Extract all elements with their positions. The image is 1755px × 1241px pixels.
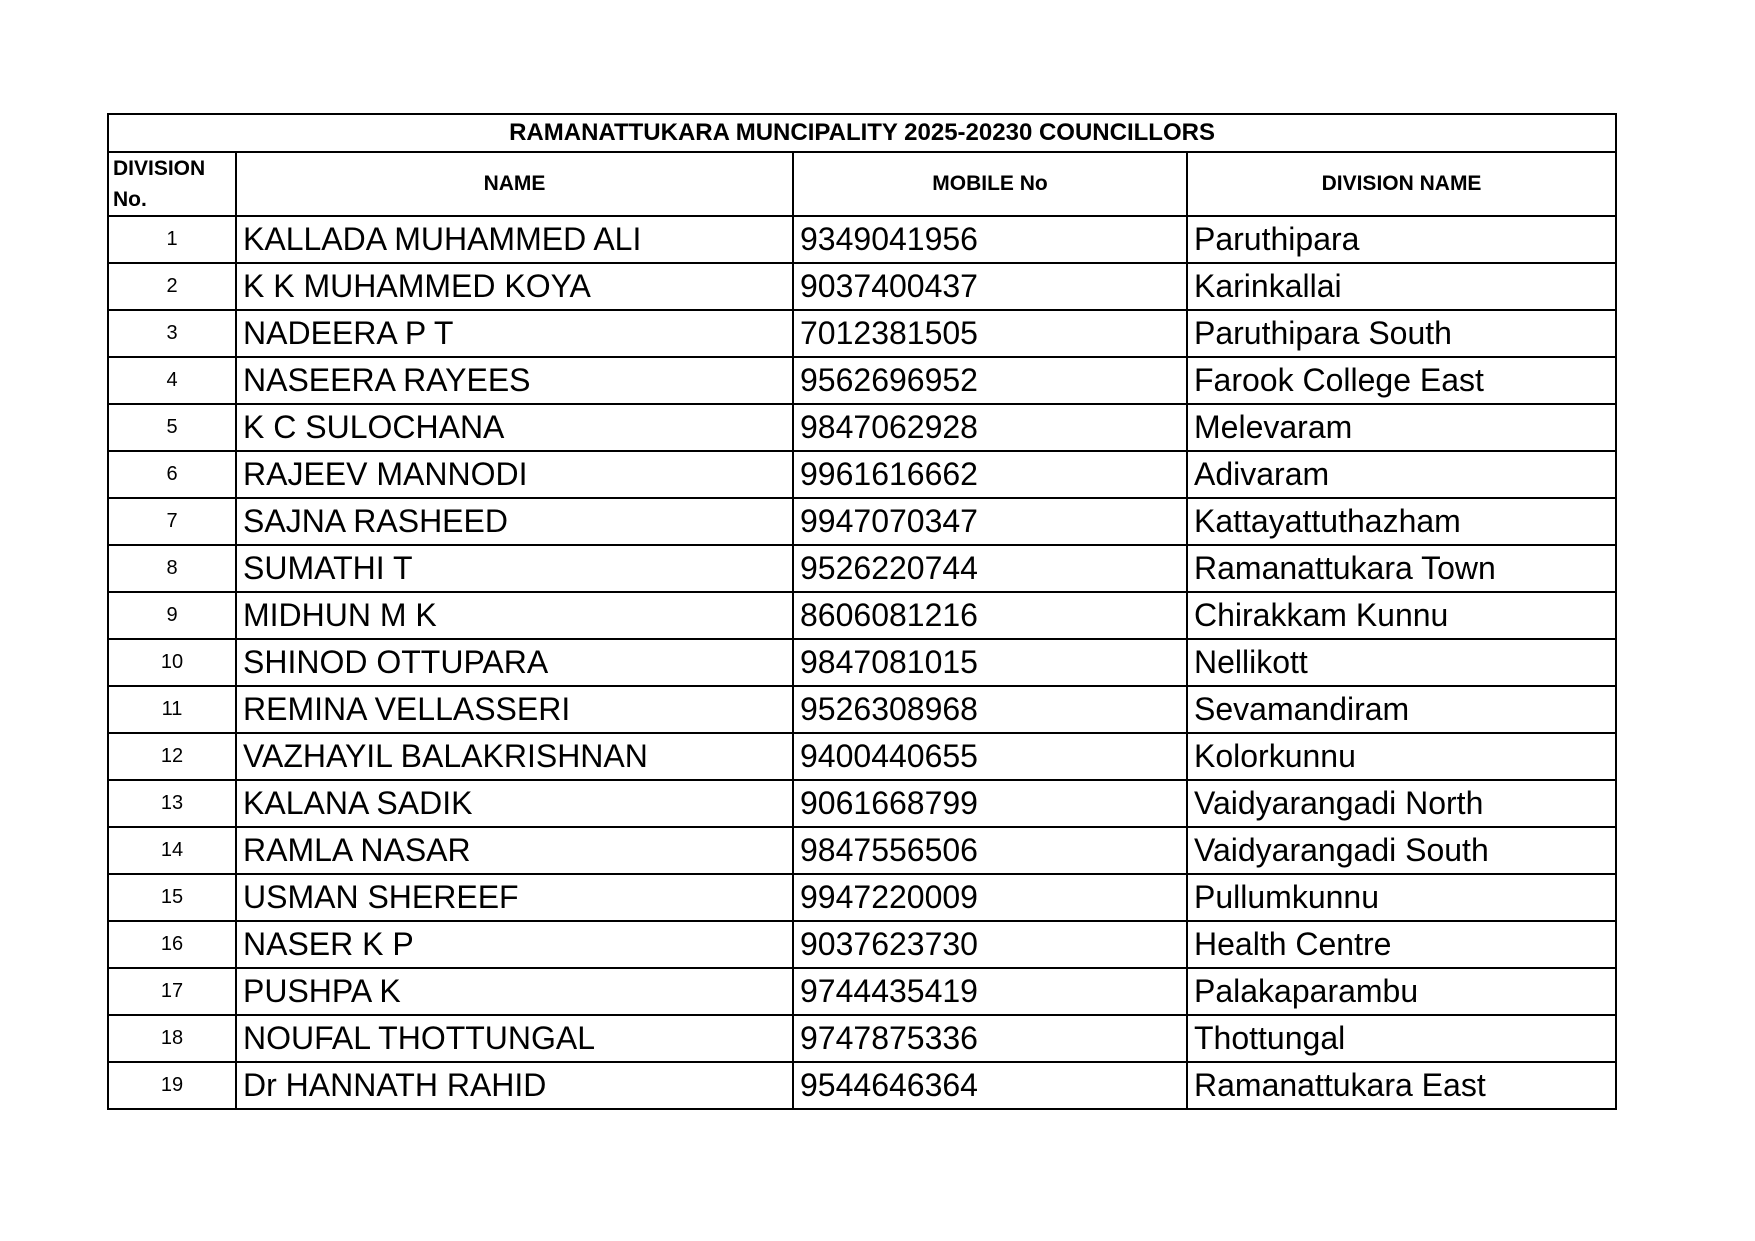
table-row (108, 263, 1616, 310)
name-cell: SHINOD OTTUPARA (236, 639, 793, 686)
mobile-cell: 9349041956 (793, 216, 1187, 263)
name-cell: MIDHUN M K (236, 592, 793, 639)
division-no-cell: 2 (108, 263, 236, 310)
mobile-cell: 9400440655 (793, 733, 1187, 780)
division-name-cell: Sevamandiram (1187, 686, 1616, 733)
mobile-cell: 9526308968 (793, 686, 1187, 733)
division-no-cell: 15 (108, 874, 236, 921)
councillors-sheet (107, 113, 1615, 1110)
table-row (108, 498, 1616, 545)
division-no-cell: 5 (108, 404, 236, 451)
division-no-cell: 14 (108, 827, 236, 874)
table-row (108, 592, 1616, 639)
division-name-cell: Paruthipara (1187, 216, 1616, 263)
table-row (108, 921, 1616, 968)
table-row (108, 357, 1616, 404)
table-title: RAMANATTUKARA MUNCIPALITY 2025-20230 COUNCILLORS (108, 114, 1616, 152)
mobile-cell: 9747875336 (793, 1015, 1187, 1062)
column-header-mobile: MOBILE No (793, 152, 1187, 216)
councillors-table (107, 113, 1617, 1110)
table-row (108, 780, 1616, 827)
division-no-cell: 10 (108, 639, 236, 686)
division-name-cell: Ramanattukara Town (1187, 545, 1616, 592)
column-header-name: NAME (236, 152, 793, 216)
mobile-cell: 9961616662 (793, 451, 1187, 498)
mobile-cell: 9526220744 (793, 545, 1187, 592)
division-no-cell: 11 (108, 686, 236, 733)
division-name-cell: Thottungal (1187, 1015, 1616, 1062)
division-name-cell: Nellikott (1187, 639, 1616, 686)
name-cell: Dr HANNATH RAHID (236, 1062, 793, 1109)
name-cell: K C SULOCHANA (236, 404, 793, 451)
name-cell: KALANA SADIK (236, 780, 793, 827)
column-header-division-no: DIVISION No. (108, 152, 236, 216)
mobile-cell: 7012381505 (793, 310, 1187, 357)
division-no-cell: 17 (108, 968, 236, 1015)
name-cell: RAJEEV MANNODI (236, 451, 793, 498)
division-no-cell: 9 (108, 592, 236, 639)
division-name-cell: Adivaram (1187, 451, 1616, 498)
name-cell: VAZHAYIL BALAKRISHNAN (236, 733, 793, 780)
division-no-cell: 12 (108, 733, 236, 780)
mobile-cell: 9037623730 (793, 921, 1187, 968)
division-no-cell: 19 (108, 1062, 236, 1109)
mobile-cell: 9847081015 (793, 639, 1187, 686)
division-name-cell: Chirakkam Kunnu (1187, 592, 1616, 639)
table-row (108, 310, 1616, 357)
division-name-cell: Melevaram (1187, 404, 1616, 451)
table-row (108, 733, 1616, 780)
division-name-cell: Kolorkunnu (1187, 733, 1616, 780)
division-name-cell: Ramanattukara East (1187, 1062, 1616, 1109)
division-name-cell: Pullumkunnu (1187, 874, 1616, 921)
name-cell: NASEERA RAYEES (236, 357, 793, 404)
mobile-cell: 9037400437 (793, 263, 1187, 310)
division-no-cell: 16 (108, 921, 236, 968)
mobile-cell: 9947220009 (793, 874, 1187, 921)
name-cell: NOUFAL THOTTUNGAL (236, 1015, 793, 1062)
name-cell: NADEERA P T (236, 310, 793, 357)
table-body (108, 216, 1616, 1109)
column-header-division-name: DIVISION NAME (1187, 152, 1616, 216)
mobile-cell: 9847556506 (793, 827, 1187, 874)
division-name-cell: Vaidyarangadi North (1187, 780, 1616, 827)
mobile-cell: 9061668799 (793, 780, 1187, 827)
table-row (108, 1062, 1616, 1109)
division-no-cell: 13 (108, 780, 236, 827)
division-no-cell: 4 (108, 357, 236, 404)
division-name-cell: Farook College East (1187, 357, 1616, 404)
name-cell: KALLADA MUHAMMED ALI (236, 216, 793, 263)
name-cell: REMINA VELLASSERI (236, 686, 793, 733)
name-cell: PUSHPA K (236, 968, 793, 1015)
mobile-cell: 8606081216 (793, 592, 1187, 639)
division-no-cell: 1 (108, 216, 236, 263)
table-row (108, 968, 1616, 1015)
table-row (108, 639, 1616, 686)
mobile-cell: 9544646364 (793, 1062, 1187, 1109)
division-name-cell: Karinkallai (1187, 263, 1616, 310)
division-name-cell: Paruthipara South (1187, 310, 1616, 357)
division-name-cell: Vaidyarangadi South (1187, 827, 1616, 874)
division-no-cell: 7 (108, 498, 236, 545)
division-no-cell: 8 (108, 545, 236, 592)
table-row (108, 686, 1616, 733)
division-name-cell: Health Centre (1187, 921, 1616, 968)
name-cell: K K MUHAMMED KOYA (236, 263, 793, 310)
table-row (108, 545, 1616, 592)
division-name-cell: Palakaparambu (1187, 968, 1616, 1015)
table-row (108, 216, 1616, 263)
table-row (108, 1015, 1616, 1062)
division-name-cell: Kattayattuthazham (1187, 498, 1616, 545)
mobile-cell: 9947070347 (793, 498, 1187, 545)
division-no-cell: 18 (108, 1015, 236, 1062)
name-cell: SAJNA RASHEED (236, 498, 793, 545)
name-cell: USMAN SHEREEF (236, 874, 793, 921)
name-cell: SUMATHI T (236, 545, 793, 592)
mobile-cell: 9847062928 (793, 404, 1187, 451)
table-row (108, 827, 1616, 874)
division-no-cell: 6 (108, 451, 236, 498)
mobile-cell: 9744435419 (793, 968, 1187, 1015)
table-row (108, 451, 1616, 498)
table-row (108, 404, 1616, 451)
division-no-cell: 3 (108, 310, 236, 357)
table-row (108, 874, 1616, 921)
title-row (108, 114, 1616, 152)
header-row (108, 152, 1616, 216)
mobile-cell: 9562696952 (793, 357, 1187, 404)
name-cell: RAMLA NASAR (236, 827, 793, 874)
name-cell: NASER K P (236, 921, 793, 968)
